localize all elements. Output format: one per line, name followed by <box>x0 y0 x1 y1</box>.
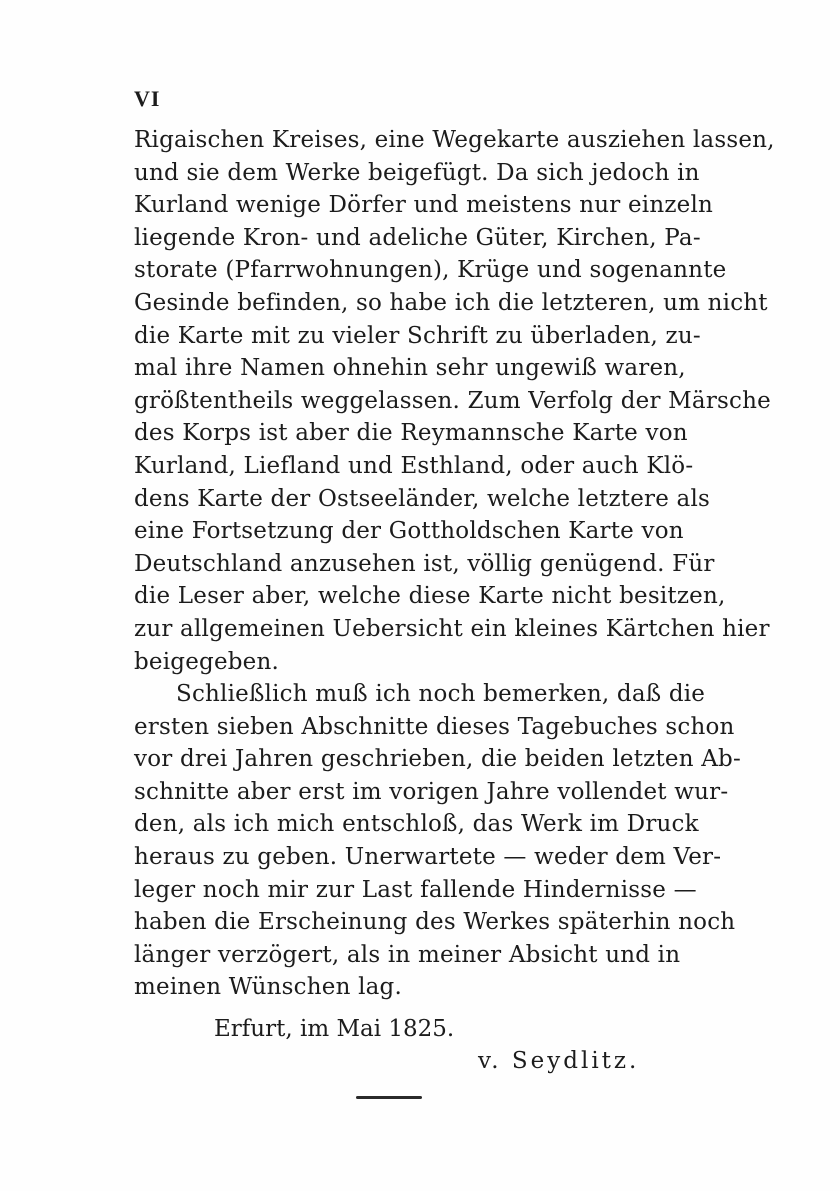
text-line: und sie dem Werke beigefügt. Da sich jedoch in <box>134 159 700 186</box>
text-line: beigegeben. <box>134 648 280 675</box>
place-date: Erfurt, im Mai 1825. <box>214 1016 455 1042</box>
text-line: die Karte mit zu vieler Schrift zu überladen, zu- <box>134 322 701 349</box>
text-line: länger verzögert, als in meiner Absicht und in <box>134 941 681 968</box>
text-line: storate (Pfarrwohnungen), Krüge und sogenannte <box>134 257 727 284</box>
text-line: Rigaischen Kreises, eine Wegekarte ausziehen lassen, <box>134 127 775 153</box>
page-number: VI <box>134 86 161 111</box>
text-line: den, als ich mich entschloß, das Werk im Druck <box>134 811 699 838</box>
text-line: schnitte aber erst im vorigen Jahre vollendet wur- <box>134 778 729 805</box>
text-line: liegende Kron- und adeliche Güter, Kirchen, Pa- <box>134 224 701 251</box>
end-rule <box>356 1096 422 1099</box>
text-line: mal ihre Namen ohnehin sehr ungewiß waren, <box>134 355 686 382</box>
text-line: Deutschland anzusehen ist, völlig genügend. Für <box>134 550 715 577</box>
text-line: größtentheils weggelassen. Zum Verfolg der Märsche <box>134 387 771 414</box>
text-line: zur allgemeinen Uebersicht ein kleines Kärtchen hier <box>134 615 770 642</box>
text-line: haben die Erscheinung des Werkes späterhin noch <box>134 909 736 936</box>
text-line: die Leser aber, welche diese Karte nicht besitzen, <box>134 583 726 610</box>
text-line: heraus zu geben. Unerwartete — weder dem Ver- <box>134 844 722 871</box>
text-line: leger noch mir zur Last fallende Hindernisse — <box>134 876 697 903</box>
text-line: Gesinde befinden, so habe ich die letzteren, um nicht <box>134 289 768 316</box>
preface-text <box>134 124 775 1004</box>
text-line: vor drei Jahren geschrieben, die beiden letzten Ab- <box>134 746 741 773</box>
text-line: des Korps ist aber die Reymannsche Karte von <box>134 420 688 447</box>
text-line: Kurland wenige Dörfer und meistens nur einzeln <box>134 192 714 219</box>
text-line: meinen Wünschen lag. <box>134 974 402 1001</box>
text-line: dens Karte der Ostseeländer, welche letztere als <box>134 485 711 512</box>
text-line: Kurland, Liefland und Esthland, oder auch Klö- <box>134 452 694 479</box>
text-line: eine Fortsetzung der Gottholdschen Karte von <box>134 518 684 545</box>
signature: v. Seydlitz. <box>478 1048 640 1074</box>
text-line: Schließlich muß ich noch bemerken, daß die <box>176 681 706 708</box>
text-line: ersten sieben Abschnitte dieses Tagebuches schon <box>134 713 735 740</box>
